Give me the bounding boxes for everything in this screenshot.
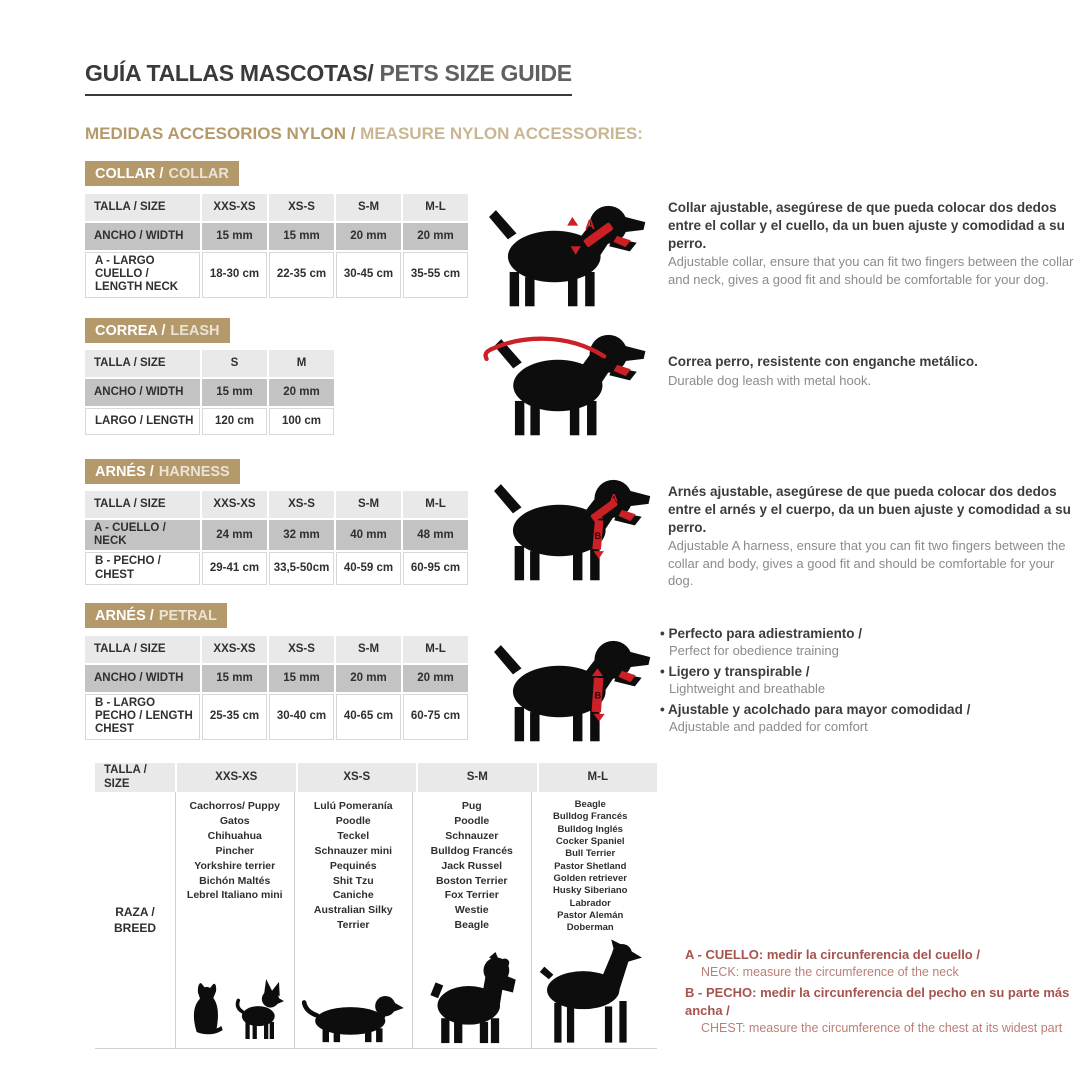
leash-dog-figure xyxy=(470,322,656,442)
breed-col-xxs-xs xyxy=(175,792,294,1048)
table-cell: 48 mm xyxy=(403,520,468,550)
table-cell: A - CUELLO / NECK xyxy=(85,520,200,550)
leash-description xyxy=(668,353,1074,389)
table-cell: S-M xyxy=(336,636,401,663)
silhouettes-s-m xyxy=(428,952,516,1044)
breed-item: Chihuahua xyxy=(207,829,262,842)
table-cell: TALLA / SIZE xyxy=(95,763,175,792)
feature-item xyxy=(660,701,1070,736)
breed-col-s-m xyxy=(412,792,531,1048)
table-cell: A - LARGO CUELLO / LENGTH NECK xyxy=(85,252,200,298)
harness-dog-icon xyxy=(487,467,659,582)
table-cell: 60-75 cm xyxy=(403,694,468,740)
breed-item: Westie xyxy=(454,904,489,917)
petral-dog-icon xyxy=(487,628,659,743)
table-cell: 24 mm xyxy=(202,520,267,550)
badge-label-es: ARNÉS / xyxy=(95,463,154,480)
page-title xyxy=(85,60,572,96)
table-cell: M-L xyxy=(539,763,658,792)
table-cell: 20 mm xyxy=(336,223,401,250)
table-cell: XS-S xyxy=(269,491,334,518)
table-cell: 15 mm xyxy=(269,665,334,692)
table-cell: 60-95 cm xyxy=(403,552,468,584)
table-cell: 25-35 cm xyxy=(202,694,267,740)
table-cell: 22-35 cm xyxy=(269,252,334,298)
table-cell: B - LARGO PECHO / LENGTH CHEST xyxy=(85,694,200,740)
collar-section-badge xyxy=(85,161,239,186)
breed-table-body xyxy=(95,792,657,1049)
feature-es: • Perfecto para adiestramiento / xyxy=(660,626,862,641)
breed-col-m-l xyxy=(531,792,650,1048)
table-cell: TALLA / SIZE xyxy=(85,491,200,518)
harness-description-es: Arnés ajustable, asegúrese de que pueda colocar dos dedos entre el arnés y el cuerpo, da un buen ajuste y comodidad a su perro. xyxy=(668,484,1071,535)
table-cell: 100 cm xyxy=(269,408,334,435)
table-cell: 30-40 cm xyxy=(269,694,334,740)
breed-item: Pincher xyxy=(215,844,254,857)
collar-size-table xyxy=(85,194,468,298)
leash-description-en: Durable dog leash with metal hook. xyxy=(668,372,872,388)
breed-item: Gatos xyxy=(219,814,250,827)
table-cell: XXS-XS xyxy=(177,763,296,792)
breed-item: Lulú Pomeranía xyxy=(313,800,393,812)
breed-item: Labrador xyxy=(569,897,611,909)
silhouettes-xs-s xyxy=(302,984,404,1044)
note-neck-en: NECK: measure the circumference of the neck xyxy=(701,964,959,979)
badge-label-es: ARNÉS / xyxy=(95,607,154,624)
badge-label-en: HARNESS xyxy=(158,463,230,480)
table-cell: 40-65 cm xyxy=(336,694,401,740)
table-cell: S-M xyxy=(336,194,401,221)
harness-size-table xyxy=(85,491,468,585)
breed-item: Fox Terrier xyxy=(444,889,499,902)
harness-description-en: Adjustable A harness, ensure that you can fit two fingers between the collar and body, gives a good fit and should be comfortable for your dog. xyxy=(668,538,1066,588)
marker-letter-b: B xyxy=(594,531,602,543)
table-cell: 20 mm xyxy=(269,379,334,406)
badge-label-en: PETRAL xyxy=(158,607,217,624)
table-cell: ANCHO / WIDTH xyxy=(85,379,200,406)
breed-item: Beagle xyxy=(574,799,606,810)
marker-letter-a: A xyxy=(585,217,596,233)
table-cell: M-L xyxy=(403,636,468,663)
breed-item: Bichón Maltés xyxy=(199,874,271,887)
breed-item: Doberman xyxy=(566,922,614,934)
silhouettes-m-l xyxy=(538,939,642,1044)
feature-es: • Ajustable y acolchado para mayor comodidad / xyxy=(660,702,970,717)
note-chest-es: B - PECHO: medir la circunferencia del pecho en su parte más ancha / xyxy=(685,985,1070,1018)
table-cell: ANCHO / WIDTH xyxy=(85,223,200,250)
breed-item: Boston Terrier xyxy=(435,874,508,887)
harness-dog-figure xyxy=(487,467,659,587)
petral-size-table xyxy=(85,636,468,740)
table-cell: 29-41 cm xyxy=(202,552,267,584)
table-cell: XS-S xyxy=(298,763,417,792)
leash-description-es: Correa perro, resistente con enganche metálico. xyxy=(668,354,978,369)
collar-description-en: Adjustable collar, ensure that you can fit two fingers between the collar and neck, gives a good fit and should be comfortable for your dog. xyxy=(668,254,1074,287)
table-cell: XS-S xyxy=(269,194,334,221)
breed-item: Schnauzer mini xyxy=(314,844,393,857)
breed-item: Pug xyxy=(461,800,482,812)
breed-item: Pastor Shetland xyxy=(554,860,627,872)
table-cell: TALLA / SIZE xyxy=(85,350,200,377)
breed-table-header xyxy=(95,763,657,792)
table-cell: S-M xyxy=(418,763,537,792)
feature-es: • Ligero y transpirable / xyxy=(660,664,810,679)
table-cell: LARGO / LENGTH xyxy=(85,408,200,435)
table-cell: 120 cm xyxy=(202,408,267,435)
table-cell: S-M xyxy=(336,491,401,518)
breed-item: Pequinés xyxy=(329,859,377,872)
table-cell: M-L xyxy=(403,194,468,221)
table-cell: S xyxy=(202,350,267,377)
silhouettes-xxs-xs xyxy=(186,968,284,1044)
breed-item: Poodle xyxy=(454,814,490,827)
breed-item: Schnauzer xyxy=(445,829,499,842)
page-title-es: GUÍA TALLAS MASCOTAS/ xyxy=(85,60,374,86)
table-cell: XXS-XS xyxy=(202,636,267,663)
breed-row-label: RAZA / BREED xyxy=(113,904,156,935)
breed-item: Beagle xyxy=(454,919,489,932)
subtitle-es: MEDIDAS ACCESORIOS NYLON / xyxy=(85,124,361,143)
feature-item xyxy=(660,625,1070,660)
breed-item: Bull Terrier xyxy=(565,848,616,860)
badge-label-en: COLLAR xyxy=(168,165,229,182)
badge-label-es: COLLAR / xyxy=(95,165,164,182)
breed-item: Cachorros/ Puppy xyxy=(189,800,280,812)
breed-item: Shit Tzu xyxy=(332,874,374,887)
table-cell: 40 mm xyxy=(336,520,401,550)
section-subtitle xyxy=(85,124,643,144)
table-cell: M-L xyxy=(403,491,468,518)
collar-description xyxy=(668,199,1074,288)
breed-item: Pastor Alemán xyxy=(557,910,624,922)
table-cell: 20 mm xyxy=(403,665,468,692)
note-chest-en: CHEST: measure the circumference of the chest at its widest part xyxy=(701,1020,1063,1035)
table-cell: 15 mm xyxy=(202,665,267,692)
table-cell: 20 mm xyxy=(403,223,468,250)
breed-item: Bulldog Francés xyxy=(553,811,628,823)
schnauzer-icon xyxy=(428,952,516,1044)
table-cell: 32 mm xyxy=(269,520,334,550)
table-cell: 15 mm xyxy=(202,223,267,250)
table-cell: XS-S xyxy=(269,636,334,663)
collar-dog-icon xyxy=(482,193,654,308)
page-title-en: PETS SIZE GUIDE xyxy=(373,60,572,86)
badge-label-es: CORREA / xyxy=(95,322,166,339)
subtitle-en: MEASURE NYLON ACCESSORIES: xyxy=(360,124,643,143)
table-cell: XXS-XS xyxy=(202,491,267,518)
petral-feature-list xyxy=(660,625,1070,739)
harness-description xyxy=(668,483,1074,589)
feature-en: Lightweight and breathable xyxy=(669,680,826,696)
leash-section-badge xyxy=(85,318,230,343)
feature-item xyxy=(660,663,1070,698)
table-cell: XXS-XS xyxy=(202,194,267,221)
table-cell: 35-55 cm xyxy=(403,252,468,298)
breed-col-xs-s xyxy=(294,792,413,1048)
breed-item: Husky Siberiano xyxy=(553,885,628,897)
breed-item: Lebrel Italiano mini xyxy=(186,889,283,902)
dachshund-icon xyxy=(302,984,404,1044)
breed-item: Australian Silky Terrier xyxy=(313,904,393,932)
breed-item: Poodle xyxy=(335,814,371,827)
leash-size-table xyxy=(85,350,334,435)
harness-section-badge xyxy=(85,459,240,484)
table-cell: ANCHO / WIDTH xyxy=(85,665,200,692)
marker-letter-a: A xyxy=(609,492,618,505)
breed-item: Jack Russel xyxy=(441,859,503,872)
badge-label-en: LEASH xyxy=(170,322,220,339)
note-neck-es: A - CUELLO: medir la circunferencia del cuello / xyxy=(685,947,980,962)
marker-letter-b: B xyxy=(594,690,602,702)
breed-item: Caniche xyxy=(332,889,374,902)
measuring-notes xyxy=(685,946,1080,1040)
collar-description-es: Collar ajustable, asegúrese de que pueda colocar dos dedos entre el collar y el cuello, da un buen ajuste y comodidad a su perro. xyxy=(668,200,1065,251)
feature-en: Perfect for obedience training xyxy=(669,643,839,658)
petral-dog-figure xyxy=(487,628,659,748)
breed-item: Cocker Spaniel xyxy=(555,836,625,848)
breed-item: Teckel xyxy=(337,829,370,842)
table-cell: 33,5-50cm xyxy=(269,552,334,584)
table-cell: 18-30 cm xyxy=(202,252,267,298)
note-chest xyxy=(685,984,1080,1036)
table-cell: B - PECHO / CHEST xyxy=(85,552,200,584)
table-cell: 15 mm xyxy=(269,223,334,250)
feature-en: Adjustable and padded for comfort xyxy=(669,718,868,734)
doberman-icon xyxy=(538,939,642,1044)
cat-icon xyxy=(186,968,226,1044)
collar-dog-figure xyxy=(482,193,654,313)
breed-item: Golden retriever xyxy=(553,873,627,885)
breed-size-table xyxy=(95,763,657,1049)
breed-item: Bulldog Inglés xyxy=(557,823,623,835)
table-cell: 30-45 cm xyxy=(336,252,401,298)
petral-section-badge xyxy=(85,603,227,628)
chihuahua-icon xyxy=(234,974,284,1044)
table-cell: 15 mm xyxy=(202,379,267,406)
breed-item: Bulldog Francés xyxy=(430,844,513,857)
note-neck xyxy=(685,946,1080,980)
table-cell: 40-59 cm xyxy=(336,552,401,584)
leash-dog-icon xyxy=(470,322,656,437)
table-cell: M xyxy=(269,350,334,377)
table-cell: 20 mm xyxy=(336,665,401,692)
table-cell: TALLA / SIZE xyxy=(85,636,200,663)
breed-item: Yorkshire terrier xyxy=(194,859,276,872)
table-cell: TALLA / SIZE xyxy=(85,194,200,221)
